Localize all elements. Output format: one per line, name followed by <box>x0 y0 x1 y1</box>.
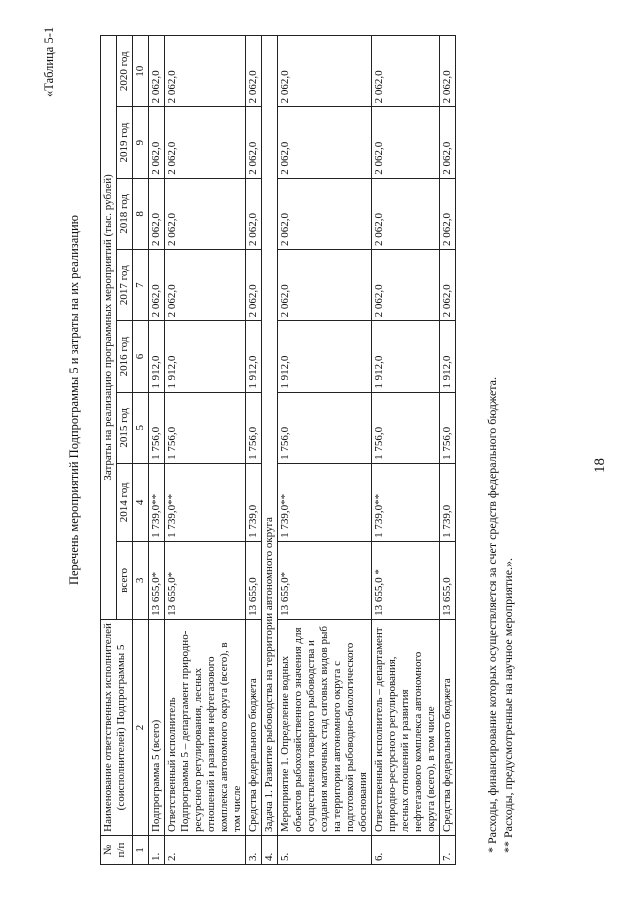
header-year: 2018 год <box>117 178 133 249</box>
value-cell: 2 062,0 <box>246 36 262 107</box>
header-year: 2020 год <box>117 36 133 107</box>
value-cell: 1 756,0 <box>246 392 262 463</box>
header-year: 2015 год <box>117 392 133 463</box>
value-cell: 2 062,0 <box>440 107 456 178</box>
value-cell: 1 739,0 <box>246 463 262 541</box>
value-cell: 1 756,0 <box>278 392 372 463</box>
value-cell: 2 062,0 <box>149 178 165 249</box>
value-cell: 1 912,0 <box>246 321 262 392</box>
row-num: 1. <box>149 836 165 865</box>
value-cell: 2 062,0 <box>246 250 262 321</box>
row-name: Ответственный исполнитель Подпрограммы 5 – департамент природно-ресурсного регулирования, лесных отношений и развития нефтегазового комплекса автономного округа (всего), в том числе <box>165 619 246 835</box>
header-costs: Затраты на реализацию программных мероприятий (тыс. рублей) <box>101 36 117 620</box>
value-cell: 1 739,0** <box>372 463 440 541</box>
table-caption: «Таблица 5-1 <box>42 26 56 97</box>
row-name: Средства федерального бюджета <box>246 619 262 835</box>
value-cell: 1 756,0 <box>372 392 440 463</box>
header-name: Наименование ответственных исполнителей (соисполнителей) Подпрограммы 5 <box>101 619 133 835</box>
value-cell: 1 756,0 <box>440 392 456 463</box>
column-index: 9 <box>133 107 149 178</box>
value-cell: 2 062,0 <box>246 107 262 178</box>
value-cell: 13 655,0* <box>165 541 246 619</box>
value-cell: 2 062,0 <box>246 178 262 249</box>
column-index: 6 <box>133 321 149 392</box>
value-cell: 2 062,0 <box>440 36 456 107</box>
table-row <box>165 36 246 865</box>
page-title: Перечень мероприятий Подпрограммы 5 и затраты на их реализацию <box>67 214 81 586</box>
value-cell: 1 739,0 <box>440 463 456 541</box>
value-cell: 13 655,0 <box>440 541 456 619</box>
row-name: Мероприятие 1. Определение водных объектов рыбохозяйственного значения для осуществления товарного рыбоводства и создания маточных стад сиговых видов рыб на территории автономного округа с подготовкой рыбоводно-биологического обоснования <box>278 619 372 835</box>
column-index-row <box>133 36 149 865</box>
task-title: Задача 1. Развитие рыбоводства на территории автономного округа <box>262 36 278 836</box>
value-cell: 2 062,0 <box>165 178 246 249</box>
value-cell: 2 062,0 <box>372 178 440 249</box>
value-cell: 2 062,0 <box>165 36 246 107</box>
value-cell: 13 655,0 <box>246 541 262 619</box>
value-cell: 2 062,0 <box>165 250 246 321</box>
row-num: 3. <box>246 836 262 865</box>
row-name: Средства федерального бюджета <box>440 619 456 835</box>
value-cell: 2 062,0 <box>149 36 165 107</box>
page-number: 18 <box>592 458 608 473</box>
column-index: 2 <box>133 619 149 835</box>
value-cell: 2 062,0 <box>372 250 440 321</box>
column-index: 10 <box>133 36 149 107</box>
value-cell: 1 912,0 <box>372 321 440 392</box>
row-name: Ответственный исполнитель – департамент природно-ресурсного регулирования, лесных отношений и развития нефтегазового комплекса автономного округа (всего), в том числе <box>372 619 440 835</box>
value-cell: 2 062,0 <box>372 36 440 107</box>
row-num: 4. <box>262 836 278 865</box>
column-index: 4 <box>133 463 149 541</box>
value-cell: 2 062,0 <box>440 178 456 249</box>
column-index: 3 <box>133 541 149 619</box>
value-cell: 2 062,0 <box>372 107 440 178</box>
row-num: 2. <box>165 836 246 865</box>
column-index: 8 <box>133 178 149 249</box>
header-year: 2019 год <box>117 107 133 178</box>
value-cell: 13 655,0* <box>149 541 165 619</box>
table-row <box>440 36 456 865</box>
table-row <box>246 36 262 865</box>
header-year: 2016 год <box>117 321 133 392</box>
value-cell: 1 739,0** <box>165 463 246 541</box>
value-cell: 1 756,0 <box>149 392 165 463</box>
value-cell: 1 912,0 <box>440 321 456 392</box>
value-cell: 1 912,0 <box>149 321 165 392</box>
row-num: 5. <box>278 836 372 865</box>
value-cell: 2 062,0 <box>149 250 165 321</box>
value-cell: 1 912,0 <box>165 321 246 392</box>
column-index: 5 <box>133 392 149 463</box>
program-costs-table <box>100 35 456 865</box>
row-num: 6. <box>372 836 440 865</box>
footnotes <box>484 377 516 853</box>
row-num: 7. <box>440 836 456 865</box>
value-cell: 2 062,0 <box>149 107 165 178</box>
value-cell: 2 062,0 <box>278 107 372 178</box>
table-row <box>278 36 372 865</box>
table-row <box>372 36 440 865</box>
value-cell: 1 739,0** <box>278 463 372 541</box>
row-name: Подпрограмма 5 (всего) <box>149 619 165 835</box>
header-num: № п/п <box>101 836 133 865</box>
footnote: ** Расходы, предусмотренные на научное мероприятие.». <box>501 557 515 853</box>
value-cell: 13 655,0 * <box>372 541 440 619</box>
value-cell: 13 655,0* <box>278 541 372 619</box>
footnote: * Расходы, финансирование которых осуществляется за счет средств федерального бюджета. <box>485 377 499 853</box>
table-row <box>149 36 165 865</box>
column-index: 1 <box>133 836 149 865</box>
table-row <box>262 36 278 865</box>
value-cell: 2 062,0 <box>278 36 372 107</box>
header-row <box>101 36 117 865</box>
value-cell: 1 739,0** <box>149 463 165 541</box>
value-cell: 2 062,0 <box>278 178 372 249</box>
value-cell: 2 062,0 <box>440 250 456 321</box>
header-year: 2017 год <box>117 250 133 321</box>
value-cell: 2 062,0 <box>165 107 246 178</box>
value-cell: 1 912,0 <box>278 321 372 392</box>
column-index: 7 <box>133 250 149 321</box>
header-year: 2014 год <box>117 463 133 541</box>
value-cell: 2 062,0 <box>278 250 372 321</box>
value-cell: 1 756,0 <box>165 392 246 463</box>
header-total: всего <box>117 541 133 619</box>
